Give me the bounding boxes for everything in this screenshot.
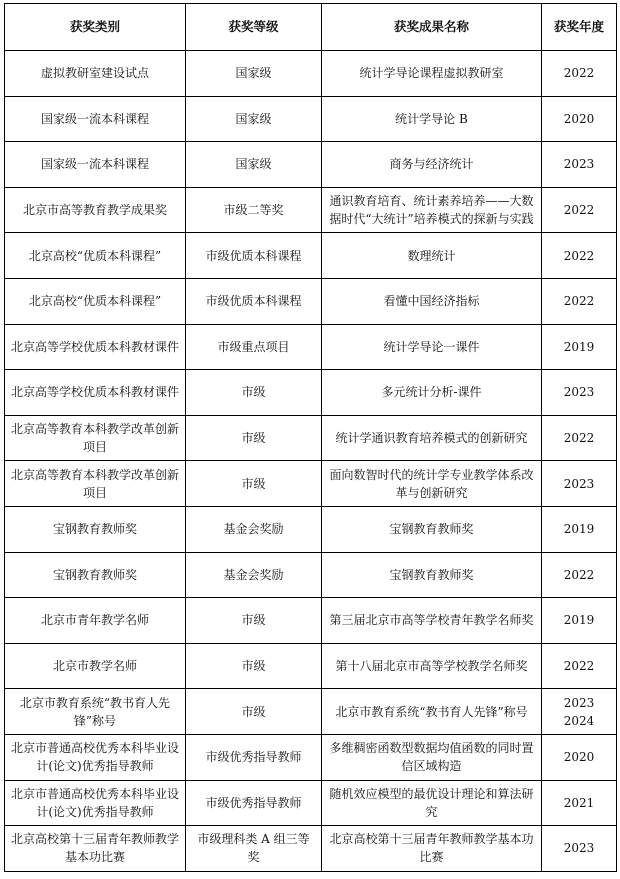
cell-achievement-name: 宝钢教育教师奖 (322, 506, 542, 552)
cell-achievement-name: 通识教育培育、统计素养培养——大数据时代“大统计”培养模式的探新与实践 (322, 187, 542, 233)
cell-award-category: 宝钢教育教师奖 (5, 506, 186, 552)
cell-award-category: 北京市普通高校优秀本科毕业设计(论文)优秀指导教师 (5, 734, 186, 780)
table-row (5, 142, 617, 188)
cell-award-level: 市级优质本科课程 (186, 278, 322, 324)
cell-award-level: 市级 (186, 370, 322, 416)
cell-achievement-name: 统计学导论一课件 (322, 324, 542, 370)
cell-award-category: 国家级一流本科课程 (5, 96, 186, 142)
cell-award-level: 市级理科类 A 组三等奖 (186, 826, 322, 872)
cell-award-year: 2023 (542, 461, 617, 507)
cell-achievement-name: 面向数智时代的统计学专业教学体系改革与创新研究 (322, 461, 542, 507)
cell-achievement-name: 看懂中国经济指标 (322, 278, 542, 324)
cell-award-level: 基金会奖励 (186, 552, 322, 598)
cell-achievement-name: 商务与经济统计 (322, 142, 542, 188)
cell-award-year: 2019 (542, 598, 617, 644)
cell-award-category: 北京市教学名师 (5, 643, 186, 689)
cell-award-category: 国家级一流本科课程 (5, 142, 186, 188)
cell-achievement-name: 第三届北京市高等学校青年教学名师奖 (322, 598, 542, 644)
cell-achievement-name: 多元统计分析-课件 (322, 370, 542, 416)
cell-award-category: 北京高等教育本科教学改革创新项目 (5, 461, 186, 507)
cell-award-level: 市级二等奖 (186, 187, 322, 233)
table-row (5, 370, 617, 416)
cell-award-level: 市级 (186, 689, 322, 735)
cell-award-level: 国家级 (186, 51, 322, 97)
cell-award-year: 2022 (542, 552, 617, 598)
cell-award-category: 北京高校第十三届青年教师教学基本功比赛 (5, 826, 186, 872)
cell-award-category: 宝钢教育教师奖 (5, 552, 186, 598)
cell-award-year: 2023 2024 (542, 689, 617, 735)
cell-achievement-name: 北京市教育系统“教书育人先锋”称号 (322, 689, 542, 735)
cell-achievement-name: 北京高校第十三届青年教师教学基本功比赛 (322, 826, 542, 872)
cell-achievement-name: 统计学通识教育培养模式的创新研究 (322, 415, 542, 461)
cell-award-level: 国家级 (186, 142, 322, 188)
header-award-year: 获奖年度 (542, 4, 617, 51)
header-award-level: 获奖等级 (186, 4, 322, 51)
table-header-row (5, 4, 617, 51)
table-row (5, 233, 617, 279)
cell-award-year: 2020 (542, 96, 617, 142)
cell-award-year: 2022 (542, 51, 617, 97)
cell-award-level: 国家级 (186, 96, 322, 142)
cell-award-level: 市级 (186, 415, 322, 461)
table-row (5, 643, 617, 689)
cell-award-year: 2022 (542, 187, 617, 233)
cell-achievement-name: 第十八届北京市高等学校教学名师奖 (322, 643, 542, 689)
cell-award-year: 2021 (542, 780, 617, 826)
cell-award-level: 市级 (186, 598, 322, 644)
header-award-category: 获奖类别 (5, 4, 186, 51)
table-row (5, 826, 617, 872)
table-row (5, 734, 617, 780)
cell-award-year: 2019 (542, 506, 617, 552)
cell-award-year: 2022 (542, 643, 617, 689)
cell-award-category: 北京市青年教学名师 (5, 598, 186, 644)
awards-table (4, 3, 617, 872)
table-row (5, 552, 617, 598)
table-row (5, 96, 617, 142)
cell-award-category: 北京高等教育本科教学改革创新项目 (5, 415, 186, 461)
cell-award-category: 北京高校“优质本科课程” (5, 278, 186, 324)
cell-award-category: 虚拟教研室建设试点 (5, 51, 186, 97)
table-row (5, 415, 617, 461)
cell-achievement-name: 数理统计 (322, 233, 542, 279)
cell-achievement-name: 统计学导论 B (322, 96, 542, 142)
table-row (5, 278, 617, 324)
cell-award-year: 2023 (542, 142, 617, 188)
table-row (5, 187, 617, 233)
table-row (5, 506, 617, 552)
cell-award-category: 北京高等学校优质本科教材课件 (5, 370, 186, 416)
cell-award-year: 2022 (542, 415, 617, 461)
cell-award-level: 市级优质本科课程 (186, 233, 322, 279)
cell-award-year: 2023 (542, 370, 617, 416)
cell-award-category: 北京市普通高校优秀本科毕业设计(论文)优秀指导教师 (5, 780, 186, 826)
cell-award-level: 市级重点项目 (186, 324, 322, 370)
cell-award-category: 北京高校“优质本科课程” (5, 233, 186, 279)
cell-award-level: 基金会奖励 (186, 506, 322, 552)
cell-award-year: 2022 (542, 233, 617, 279)
table-row (5, 461, 617, 507)
cell-award-year: 2020 (542, 734, 617, 780)
cell-achievement-name: 统计学导论课程虚拟教研室 (322, 51, 542, 97)
cell-achievement-name: 宝钢教育教师奖 (322, 552, 542, 598)
cell-achievement-name: 随机效应模型的最优设计理论和算法研究 (322, 780, 542, 826)
cell-award-category: 北京市高等教育教学成果奖 (5, 187, 186, 233)
cell-award-level: 市级 (186, 461, 322, 507)
header-achievement-name: 获奖成果名称 (322, 4, 542, 51)
cell-award-year: 2023 (542, 826, 617, 872)
cell-award-category: 北京市教育系统“教书育人先锋”称号 (5, 689, 186, 735)
table-row (5, 51, 617, 97)
cell-award-category: 北京高等学校优质本科教材课件 (5, 324, 186, 370)
cell-award-level: 市级 (186, 643, 322, 689)
cell-award-level: 市级优秀指导教师 (186, 780, 322, 826)
table-row (5, 598, 617, 644)
table-row (5, 780, 617, 826)
table-row (5, 689, 617, 735)
cell-award-year: 2022 (542, 278, 617, 324)
cell-award-year: 2019 (542, 324, 617, 370)
cell-award-level: 市级优秀指导教师 (186, 734, 322, 780)
table-body (5, 51, 617, 872)
table-row (5, 324, 617, 370)
cell-achievement-name: 多维稠密函数型数据均值函数的同时置信区域构造 (322, 734, 542, 780)
